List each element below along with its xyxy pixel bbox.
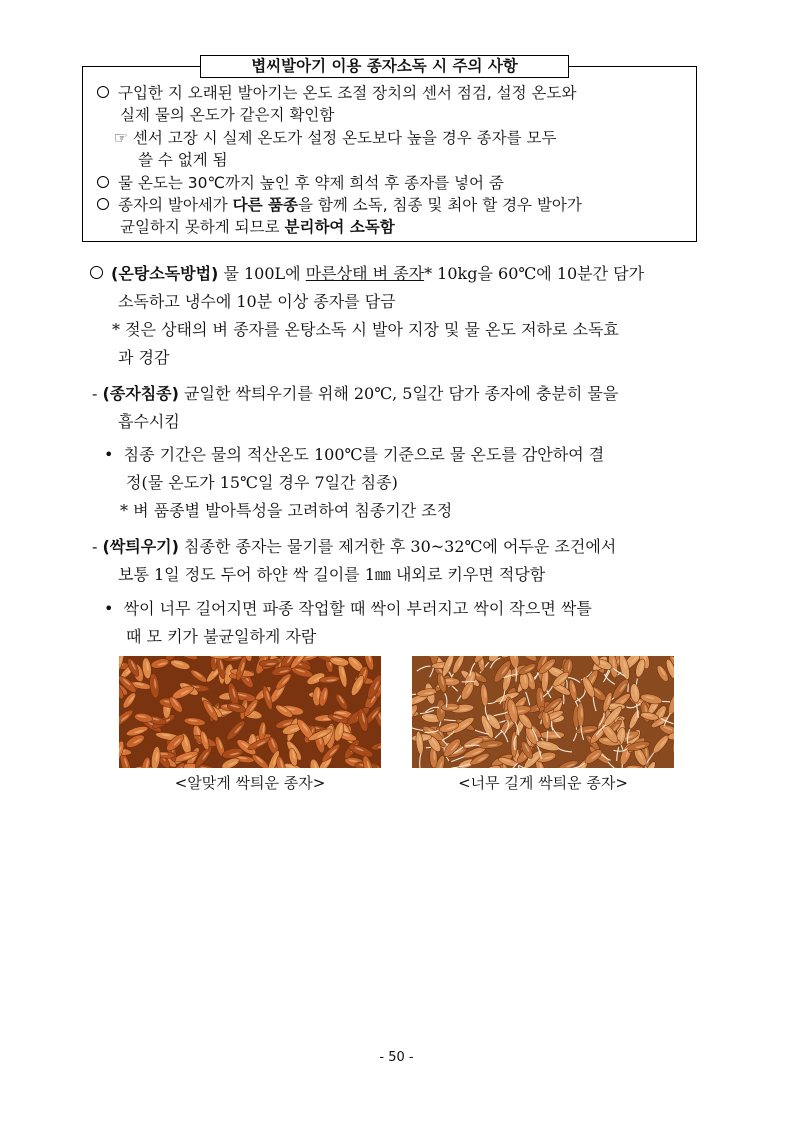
hot-water-cont: 소독하고 냉수에 10분 이상 종자를 담금 (118, 292, 396, 311)
notice-item-2: 물 온도는 30℃까지 높인 후 약제 희석 후 종자를 넣어 줌 (97, 172, 504, 194)
notice-item-1: 구입한 지 오래된 발아기는 온도 조절 장치의 센서 점검, 설정 온도와 (97, 82, 576, 104)
soaking-note: * 벼 품종별 발아특성을 고려하여 침종기간 조정 (120, 501, 453, 520)
notice-title: 볍씨발아기 이용 종자소독 시 주의 사항 (200, 55, 569, 78)
hot-water-paragraph: (온탕소독방법) 물 100L에 마른상태 벼 종자* 10kg을 60℃에 10분간 담가 (90, 262, 644, 286)
pointing-hand-icon: ☞ (114, 129, 128, 147)
soaking-bullet-cont: 정(물 온도가 15℃일 경우 7일간 침종) (126, 473, 398, 492)
properly-sprouted-seeds-photo (119, 656, 381, 768)
notice-item-1-cont: 실제 물의 온도가 같은지 확인함 (120, 106, 335, 124)
sprouting-bullet-cont: 때 모 키가 불균일하게 자람 (126, 627, 317, 646)
sprouting-bullet: • 싹이 너무 길어지면 파종 작업할 때 싹이 부러지고 싹이 작으면 싹틀 (104, 599, 592, 618)
soaking-cont: 흡수시킴 (118, 412, 180, 431)
circle-bullet-icon (97, 86, 109, 98)
hot-water-note-cont: 과 경감 (118, 348, 170, 367)
left-photo-caption: <알맞게 싹틔운 종자> (174, 774, 326, 792)
circle-bullet-icon (97, 198, 109, 210)
soaking-bullet: • 침종 기간은 물의 적산온도 100℃를 기준으로 물 온도를 감안하여 결 (104, 445, 605, 464)
notice-item-3: 종자의 발아세가 다른 품종을 함께 소독, 침종 및 최아 할 경우 발아가 (97, 194, 582, 216)
notice-subnote-cont: 쓸 수 없게 됨 (138, 151, 228, 169)
right-photo-caption: <너무 길게 싹틔운 종자> (458, 774, 628, 792)
notice-item-3-cont: 균일하지 못하게 되므로 분리하여 소독함 (120, 218, 395, 236)
over-sprouted-seeds-photo (412, 656, 674, 768)
notice-subnote: ☞ 센서 고장 시 실제 온도가 설정 온도보다 높을 경우 종자를 모두 (114, 129, 557, 147)
page-number: - 50 - (379, 1050, 414, 1065)
bullet-dot-icon: • (104, 599, 114, 618)
circle-bullet-icon (90, 266, 103, 279)
bullet-dot-icon: • (104, 445, 114, 464)
sprouting-paragraph: - (싹틔우기) 침종한 종자는 물기를 제거한 후 30~32℃에 어두운 조건에서 (92, 537, 617, 556)
soaking-paragraph: - (종자침종) 균일한 싹틔우기를 위해 20℃, 5일간 담가 종자에 충분히 물을 (92, 384, 619, 403)
circle-bullet-icon (97, 176, 109, 188)
hot-water-note: * 젖은 상태의 벼 종자를 온탕소독 시 발아 지장 및 물 온도 저하로 소독효 (112, 320, 619, 339)
sprouting-cont: 보통 1일 정도 두어 하얀 싹 길이를 1㎜ 내외로 키우면 적당함 (118, 565, 546, 584)
